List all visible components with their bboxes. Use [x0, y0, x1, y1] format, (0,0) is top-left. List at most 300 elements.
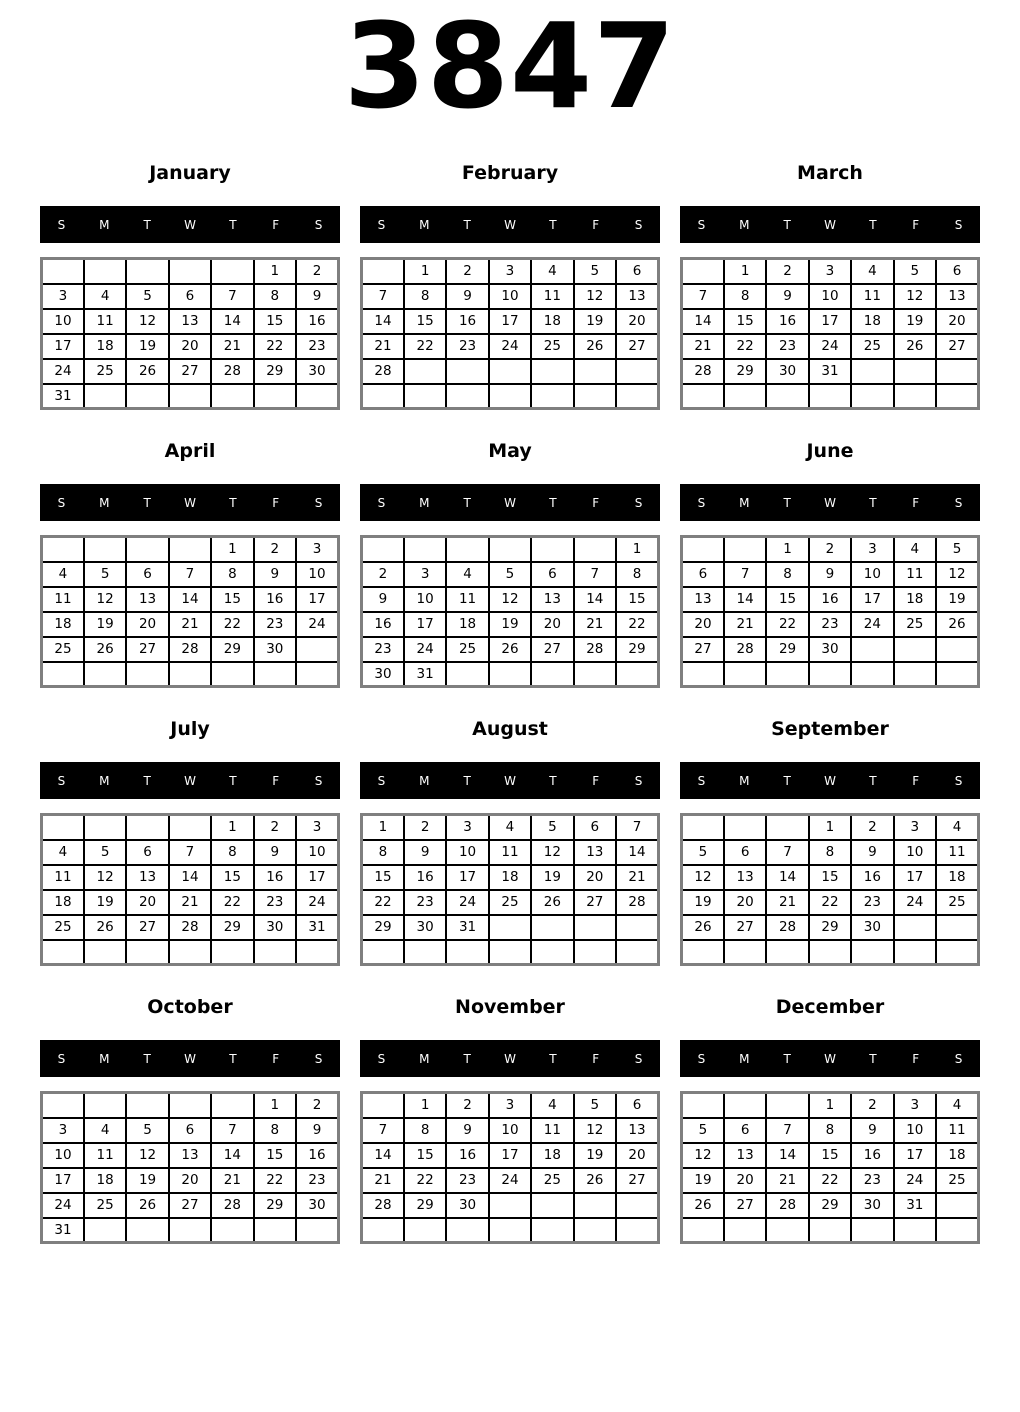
empty-day-cell	[42, 662, 84, 687]
empty-day-cell	[894, 359, 936, 384]
day-cell: 3	[851, 537, 893, 562]
day-cell: 12	[84, 587, 126, 612]
day-cell: 8	[211, 840, 253, 865]
empty-day-cell	[404, 537, 446, 562]
day-cell: 27	[169, 1193, 211, 1218]
day-cell: 23	[851, 1168, 893, 1193]
day-cell: 8	[809, 1118, 851, 1143]
day-cell: 31	[894, 1193, 936, 1218]
empty-day-cell	[682, 1093, 724, 1118]
empty-day-cell	[84, 384, 126, 409]
empty-day-cell	[404, 359, 446, 384]
days-grid	[40, 813, 340, 966]
day-cell: 25	[42, 915, 84, 940]
empty-day-cell	[936, 662, 978, 687]
days-grid	[360, 257, 660, 410]
week-row	[362, 940, 659, 965]
day-cell: 29	[211, 637, 253, 662]
day-cell: 4	[936, 815, 978, 840]
day-cell: 22	[211, 612, 253, 637]
empty-day-cell	[531, 359, 573, 384]
day-cell: 29	[254, 359, 296, 384]
days-grid	[360, 1091, 660, 1244]
weekday-label: M	[419, 1051, 430, 1066]
day-cell: 15	[254, 309, 296, 334]
day-cell: 10	[446, 840, 488, 865]
day-cell: 24	[489, 334, 531, 359]
day-cell: 1	[404, 259, 446, 284]
day-cell: 28	[211, 359, 253, 384]
day-cell: 24	[489, 1168, 531, 1193]
day-cell: 29	[766, 637, 808, 662]
weekday-label: S	[377, 217, 386, 232]
empty-day-cell	[169, 537, 211, 562]
day-cell: 28	[211, 1193, 253, 1218]
empty-day-cell	[169, 940, 211, 965]
day-cell: 17	[851, 587, 893, 612]
day-cell: 27	[169, 359, 211, 384]
day-cell: 6	[531, 562, 573, 587]
day-cell: 13	[574, 840, 616, 865]
day-cell: 1	[254, 259, 296, 284]
days-grid	[40, 1091, 340, 1244]
day-cell: 12	[126, 1143, 168, 1168]
day-cell: 16	[446, 309, 488, 334]
weekday-label: W	[184, 773, 196, 788]
week-row	[682, 284, 979, 309]
weekday-label: W	[504, 495, 516, 510]
week-row	[362, 815, 659, 840]
day-cell: 30	[296, 359, 338, 384]
day-cell: 2	[404, 815, 446, 840]
month-title: August	[472, 718, 548, 740]
week-row	[682, 1118, 979, 1143]
day-cell: 27	[126, 915, 168, 940]
weekday-label: S	[954, 217, 963, 232]
day-cell: 14	[169, 587, 211, 612]
weekday-label: F	[592, 1051, 600, 1066]
empty-day-cell	[126, 940, 168, 965]
day-cell: 22	[404, 334, 446, 359]
empty-day-cell	[682, 259, 724, 284]
day-cell: 26	[126, 1193, 168, 1218]
weekday-label: W	[184, 1051, 196, 1066]
day-cell: 30	[404, 915, 446, 940]
day-cell: 15	[809, 865, 851, 890]
week-row	[682, 1093, 979, 1118]
empty-day-cell	[211, 1093, 253, 1118]
empty-day-cell	[404, 384, 446, 409]
day-cell: 4	[894, 537, 936, 562]
day-cell: 20	[531, 612, 573, 637]
month-june	[680, 431, 980, 703]
empty-day-cell	[296, 1218, 338, 1243]
empty-day-cell	[126, 259, 168, 284]
week-row	[362, 637, 659, 662]
day-cell: 7	[211, 1118, 253, 1143]
week-row	[42, 815, 339, 840]
day-cell: 30	[851, 1193, 893, 1218]
day-cell: 15	[254, 1143, 296, 1168]
weekday-label: T	[143, 773, 151, 788]
week-row	[362, 1193, 659, 1218]
day-cell: 7	[766, 1118, 808, 1143]
day-cell: 4	[446, 562, 488, 587]
month-july	[40, 709, 340, 981]
day-cell: 22	[766, 612, 808, 637]
day-cell: 9	[851, 840, 893, 865]
day-cell: 14	[169, 865, 211, 890]
empty-day-cell	[851, 940, 893, 965]
empty-day-cell	[84, 1218, 126, 1243]
empty-day-cell	[574, 384, 616, 409]
day-cell: 25	[84, 1193, 126, 1218]
week-row	[682, 1218, 979, 1243]
day-cell: 30	[296, 1193, 338, 1218]
day-cell: 1	[616, 537, 658, 562]
weekday-label: W	[184, 495, 196, 510]
empty-day-cell	[84, 815, 126, 840]
day-cell: 21	[211, 1168, 253, 1193]
day-cell: 1	[211, 537, 253, 562]
empty-day-cell	[296, 384, 338, 409]
day-cell: 19	[682, 890, 724, 915]
weekday-header	[360, 1040, 660, 1077]
day-cell: 28	[574, 637, 616, 662]
week-row	[42, 1193, 339, 1218]
day-cell: 2	[851, 815, 893, 840]
days-grid	[40, 535, 340, 688]
month-title: December	[775, 996, 885, 1018]
day-cell: 5	[682, 1118, 724, 1143]
month-april	[40, 431, 340, 703]
empty-day-cell	[574, 537, 616, 562]
day-cell: 31	[296, 915, 338, 940]
day-cell: 1	[724, 259, 766, 284]
weekday-label: M	[739, 773, 750, 788]
week-row	[362, 865, 659, 890]
empty-day-cell	[574, 940, 616, 965]
day-cell: 24	[894, 890, 936, 915]
day-cell: 16	[446, 1143, 488, 1168]
weekday-header	[360, 762, 660, 799]
day-cell: 2	[766, 259, 808, 284]
months-grid	[40, 153, 980, 1259]
day-cell: 18	[531, 1143, 573, 1168]
day-cell: 17	[446, 865, 488, 890]
empty-day-cell	[616, 359, 658, 384]
day-cell: 14	[616, 840, 658, 865]
day-cell: 21	[169, 890, 211, 915]
day-cell: 8	[211, 562, 253, 587]
empty-day-cell	[446, 940, 488, 965]
weekday-label: T	[869, 1051, 877, 1066]
empty-day-cell	[362, 537, 404, 562]
week-row	[42, 259, 339, 284]
month-title: May	[488, 440, 532, 462]
day-cell: 18	[894, 587, 936, 612]
day-cell: 27	[724, 1193, 766, 1218]
weekday-label: F	[912, 495, 920, 510]
week-row	[682, 815, 979, 840]
day-cell: 23	[362, 637, 404, 662]
day-cell: 21	[211, 334, 253, 359]
weekday-label: S	[57, 1051, 66, 1066]
week-row	[682, 309, 979, 334]
weekday-header	[680, 206, 980, 243]
day-cell: 9	[446, 1118, 488, 1143]
day-cell: 11	[42, 587, 84, 612]
day-cell: 6	[616, 1093, 658, 1118]
empty-day-cell	[84, 537, 126, 562]
day-cell: 23	[809, 612, 851, 637]
day-cell: 2	[296, 259, 338, 284]
month-title: June	[806, 440, 854, 462]
day-cell: 3	[489, 259, 531, 284]
weekday-label: F	[272, 1051, 280, 1066]
day-cell: 18	[42, 890, 84, 915]
day-cell: 22	[254, 334, 296, 359]
week-row	[42, 309, 339, 334]
weekday-label: T	[549, 217, 557, 232]
day-cell: 28	[724, 637, 766, 662]
day-cell: 16	[809, 587, 851, 612]
day-cell: 17	[42, 334, 84, 359]
week-row	[42, 612, 339, 637]
empty-day-cell	[42, 259, 84, 284]
day-cell: 26	[682, 915, 724, 940]
weekday-label: S	[314, 495, 323, 510]
day-cell: 25	[936, 1168, 978, 1193]
empty-day-cell	[126, 1218, 168, 1243]
empty-day-cell	[296, 662, 338, 687]
day-cell: 13	[724, 1143, 766, 1168]
day-cell: 4	[531, 259, 573, 284]
day-cell: 28	[616, 890, 658, 915]
day-cell: 4	[42, 840, 84, 865]
day-cell: 3	[446, 815, 488, 840]
day-cell: 19	[936, 587, 978, 612]
day-cell: 25	[84, 359, 126, 384]
weekday-label: F	[592, 773, 600, 788]
empty-day-cell	[682, 537, 724, 562]
empty-day-cell	[936, 384, 978, 409]
day-cell: 26	[682, 1193, 724, 1218]
week-row	[42, 890, 339, 915]
day-cell: 15	[766, 587, 808, 612]
day-cell: 29	[724, 359, 766, 384]
day-cell: 2	[362, 562, 404, 587]
day-cell: 15	[616, 587, 658, 612]
weekday-header	[360, 206, 660, 243]
weekday-label: T	[229, 495, 237, 510]
week-row	[42, 865, 339, 890]
weekday-label: M	[99, 1051, 110, 1066]
day-cell: 9	[254, 562, 296, 587]
day-cell: 25	[894, 612, 936, 637]
weekday-label: T	[783, 773, 791, 788]
day-cell: 20	[126, 612, 168, 637]
day-cell: 20	[616, 309, 658, 334]
empty-day-cell	[169, 259, 211, 284]
day-cell: 22	[404, 1168, 446, 1193]
week-row	[42, 915, 339, 940]
day-cell: 21	[724, 612, 766, 637]
month-title: November	[455, 996, 565, 1018]
weekday-label: T	[549, 773, 557, 788]
day-cell: 6	[936, 259, 978, 284]
empty-day-cell	[42, 1093, 84, 1118]
day-cell: 15	[362, 865, 404, 890]
day-cell: 14	[682, 309, 724, 334]
day-cell: 17	[296, 865, 338, 890]
empty-day-cell	[254, 662, 296, 687]
empty-day-cell	[616, 915, 658, 940]
day-cell: 7	[724, 562, 766, 587]
day-cell: 10	[42, 309, 84, 334]
weekday-label: T	[463, 217, 471, 232]
day-cell: 1	[211, 815, 253, 840]
empty-day-cell	[851, 662, 893, 687]
week-row	[682, 334, 979, 359]
week-row	[362, 334, 659, 359]
weekday-label: S	[697, 773, 706, 788]
day-cell: 30	[809, 637, 851, 662]
empty-day-cell	[616, 1218, 658, 1243]
empty-day-cell	[169, 1093, 211, 1118]
day-cell: 25	[446, 637, 488, 662]
day-cell: 10	[42, 1143, 84, 1168]
day-cell: 5	[84, 562, 126, 587]
day-cell: 16	[362, 612, 404, 637]
day-cell: 23	[254, 612, 296, 637]
week-row	[42, 1093, 339, 1118]
empty-day-cell	[446, 662, 488, 687]
day-cell: 9	[362, 587, 404, 612]
day-cell: 15	[404, 309, 446, 334]
day-cell: 27	[616, 334, 658, 359]
week-row	[42, 334, 339, 359]
day-cell: 4	[936, 1093, 978, 1118]
week-row	[682, 637, 979, 662]
day-cell: 9	[809, 562, 851, 587]
week-row	[682, 1193, 979, 1218]
week-row	[42, 537, 339, 562]
day-cell: 18	[42, 612, 84, 637]
day-cell: 14	[211, 1143, 253, 1168]
day-cell: 6	[169, 1118, 211, 1143]
weekday-label: S	[377, 495, 386, 510]
day-cell: 20	[169, 334, 211, 359]
week-row	[362, 1218, 659, 1243]
day-cell: 13	[724, 865, 766, 890]
day-cell: 17	[894, 865, 936, 890]
empty-day-cell	[936, 1218, 978, 1243]
empty-day-cell	[531, 915, 573, 940]
day-cell: 4	[84, 1118, 126, 1143]
empty-day-cell	[531, 1218, 573, 1243]
day-cell: 21	[682, 334, 724, 359]
day-cell: 25	[531, 334, 573, 359]
empty-day-cell	[362, 1093, 404, 1118]
empty-day-cell	[531, 537, 573, 562]
weekday-label: W	[504, 217, 516, 232]
day-cell: 30	[766, 359, 808, 384]
week-row	[42, 587, 339, 612]
day-cell: 8	[616, 562, 658, 587]
day-cell: 24	[296, 890, 338, 915]
weekday-label: F	[592, 217, 600, 232]
month-february	[360, 153, 660, 425]
day-cell: 5	[84, 840, 126, 865]
week-row	[682, 915, 979, 940]
month-december	[680, 987, 980, 1259]
week-row	[42, 562, 339, 587]
weekday-label: T	[869, 495, 877, 510]
week-row	[42, 1168, 339, 1193]
day-cell: 16	[254, 865, 296, 890]
empty-day-cell	[894, 915, 936, 940]
month-title: January	[149, 162, 231, 184]
empty-day-cell	[531, 662, 573, 687]
day-cell: 11	[531, 284, 573, 309]
weekday-label: M	[739, 217, 750, 232]
empty-day-cell	[446, 537, 488, 562]
day-cell: 31	[404, 662, 446, 687]
day-cell: 19	[574, 1143, 616, 1168]
day-cell: 18	[84, 334, 126, 359]
day-cell: 26	[84, 637, 126, 662]
day-cell: 22	[211, 890, 253, 915]
day-cell: 3	[296, 815, 338, 840]
day-cell: 2	[446, 259, 488, 284]
weekday-header	[360, 484, 660, 521]
weekday-label: W	[824, 495, 836, 510]
day-cell: 22	[616, 612, 658, 637]
week-row	[682, 259, 979, 284]
day-cell: 8	[766, 562, 808, 587]
day-cell: 18	[531, 309, 573, 334]
day-cell: 13	[682, 587, 724, 612]
empty-day-cell	[84, 940, 126, 965]
day-cell: 5	[126, 284, 168, 309]
day-cell: 12	[574, 284, 616, 309]
weekday-label: W	[824, 1051, 836, 1066]
day-cell: 3	[809, 259, 851, 284]
empty-day-cell	[574, 1218, 616, 1243]
weekday-label: S	[697, 217, 706, 232]
day-cell: 23	[296, 1168, 338, 1193]
day-cell: 5	[936, 537, 978, 562]
day-cell: 9	[296, 284, 338, 309]
day-cell: 7	[766, 840, 808, 865]
weekday-label: T	[229, 773, 237, 788]
day-cell: 13	[126, 865, 168, 890]
day-cell: 28	[362, 359, 404, 384]
empty-day-cell	[936, 915, 978, 940]
empty-day-cell	[169, 384, 211, 409]
day-cell: 9	[296, 1118, 338, 1143]
day-cell: 4	[851, 259, 893, 284]
empty-day-cell	[42, 815, 84, 840]
empty-day-cell	[489, 1218, 531, 1243]
week-row	[362, 1093, 659, 1118]
day-cell: 10	[296, 840, 338, 865]
day-cell: 17	[809, 309, 851, 334]
day-cell: 13	[616, 1118, 658, 1143]
month-may	[360, 431, 660, 703]
day-cell: 20	[724, 1168, 766, 1193]
